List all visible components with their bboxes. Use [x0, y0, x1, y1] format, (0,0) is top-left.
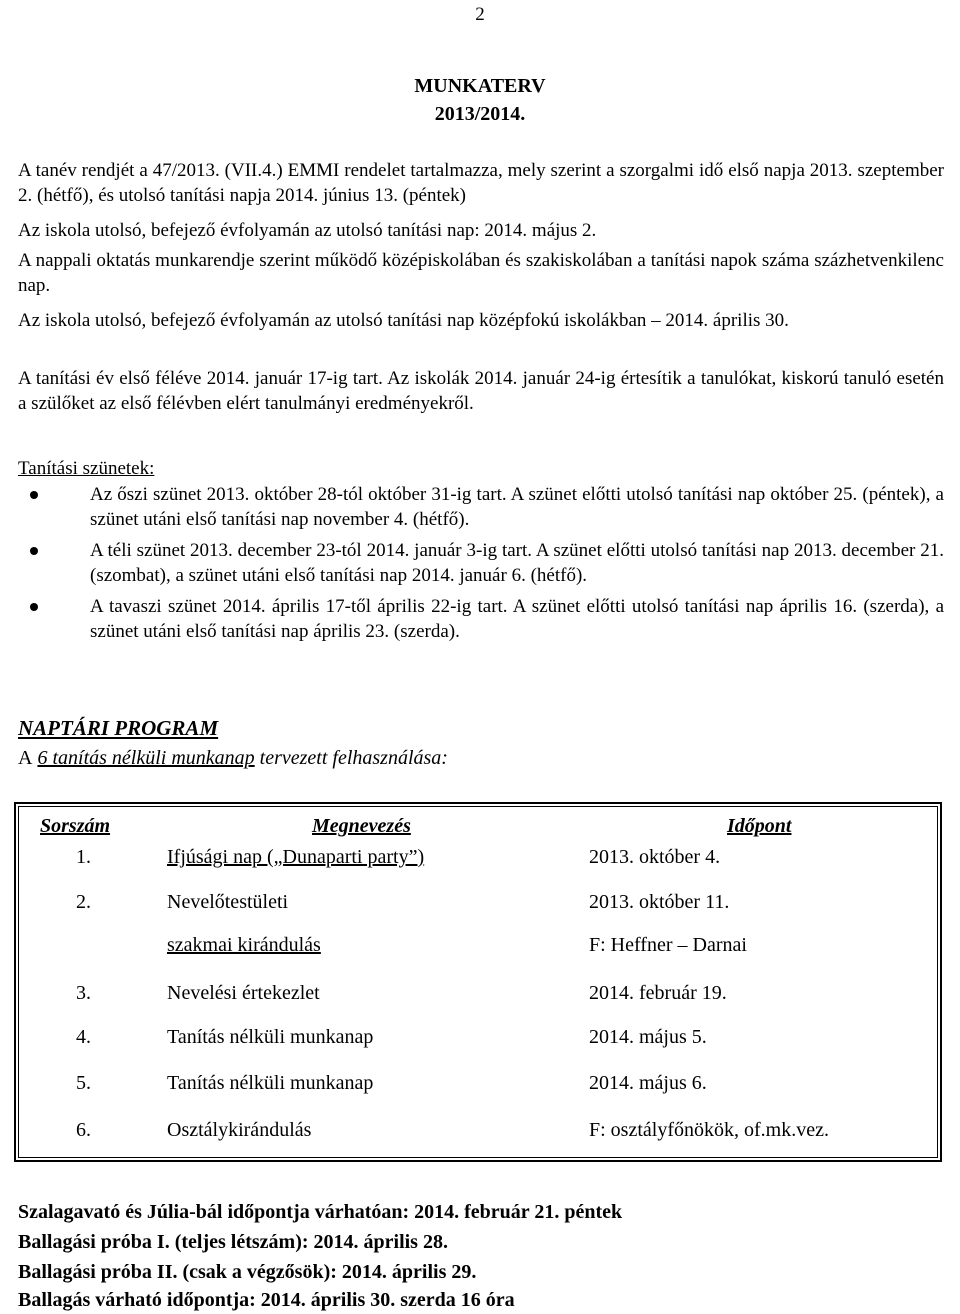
row-4-number: 4.: [76, 1026, 91, 1048]
row-1-date: 2013. október 4.: [589, 846, 721, 868]
header-number: Sorszám: [40, 815, 111, 837]
row-6-date: F: osztályfőnökök, of.mk.vez.: [589, 1119, 829, 1141]
row-2-date: 2013. október 11.: [589, 891, 730, 913]
row-4-date: 2014. május 5.: [589, 1026, 707, 1048]
footer-line-2: Ballagási próba I. (teljes létszám): 2014. április 28.: [18, 1231, 448, 1253]
intro-paragraph-3: A nappali oktatás munkarendje szerint működő középiskolában és szakiskolában a tanítási napok száma százhetvenkilenc nap.: [18, 250, 944, 296]
row-5-date: 2014. május 6.: [589, 1072, 707, 1094]
intro-paragraph-1: A tanév rendjét a 47/2013. (VII.4.) EMMI rendelet tartalmazza, mely szerint a szorgalmi idő első napja 2013. szeptember 2. (hétfő), és utolsó tanítási napja 2014. június 13. (péntek): [18, 160, 944, 206]
row-6-name: Osztálykirándulás: [167, 1119, 312, 1141]
intro-paragraph-2: Az iskola utolsó, befejező évfolyamán az utolsó tanítási nap: 2014. május 2.: [18, 220, 597, 241]
footer-line-3: Ballagási próba II. (csak a végzősök): 2014. április 29.: [18, 1261, 477, 1283]
row-1-number: 1.: [76, 846, 91, 868]
row-3-name: Nevelési értekezlet: [167, 982, 320, 1004]
bullet-icon: [30, 547, 38, 555]
page-number: 2: [475, 4, 485, 25]
document-title: MUNKATERV: [414, 75, 546, 97]
row-6-number: 6.: [76, 1119, 91, 1141]
break-item-autumn: Az őszi szünet 2013. október 28-tól október 31-ig tart. A szünet előtti utolsó tanítási nap október 25. (péntek), a szünet utáni első tanítási nap november 4. (hétfő).: [18, 482, 944, 532]
row-2-number: 2.: [76, 891, 91, 913]
row-4-name: Tanítás nélküli munkanap: [167, 1026, 374, 1048]
row-3-number: 3.: [76, 982, 91, 1004]
breaks-heading: Tanítási szünetek:: [18, 458, 155, 479]
header-name: Megnevezés: [312, 815, 411, 837]
row-1-name: Ifjúsági nap („Dunaparti party”): [167, 846, 425, 868]
footer-line-4: Ballagás várható időpontja: 2014. április 30. szerda 16 óra: [18, 1289, 515, 1311]
program-table: [14, 802, 942, 1162]
break-item-spring: A tavaszi szünet 2014. április 17-től április 22-ig tart. A szünet előtti utolsó tanítási nap április 16. (szerda), a szünet utáni első tanítási nap április 23. (szerda).: [18, 594, 944, 644]
row-5-number: 5.: [76, 1072, 91, 1094]
row-2-name-line1: Nevelőtestületi: [167, 891, 289, 913]
header-date: Időpont: [727, 815, 792, 837]
row-5-name: Tanítás nélküli munkanap: [167, 1072, 374, 1094]
row-2-name-line2: szakmai kirándulás: [167, 934, 321, 956]
breaks-list: [18, 482, 944, 650]
program-subheading: A 6 tanítás nélküli munkanap tervezett felhasználása:: [18, 747, 448, 769]
program-heading: NAPTÁRI PROGRAM: [18, 716, 219, 740]
break-item-winter: A téli szünet 2013. december 23-tól 2014. január 3-ig tart. A szünet előtti utolsó tanítási nap 2013. december 21. (szombat), a szünet utáni első tanítási nap 2014. január 6. (hétfő).: [18, 538, 944, 588]
school-year: 2013/2014.: [434, 103, 526, 125]
footer-line-1: Szalagavató és Júlia-bál időpontja várhatóan: 2014. február 21. péntek: [18, 1201, 623, 1223]
bullet-icon: [30, 491, 38, 499]
intro-paragraph-5: A tanítási év első féléve 2014. január 17-ig tart. Az iskolák 2014. január 24-ig értesítik a tanulókat, kiskorú tanuló esetén a szülőket az első félévben elért tanulmányi eredményekről.: [18, 368, 944, 414]
intro-paragraph-4: Az iskola utolsó, befejező évfolyamán az utolsó tanítási nap középfokú iskolákban – 2014. április 30.: [18, 310, 789, 331]
row-3-date: 2014. február 19.: [589, 982, 727, 1004]
row-2-responsible: F: Heffner – Darnai: [589, 934, 747, 956]
bullet-icon: [30, 603, 38, 611]
